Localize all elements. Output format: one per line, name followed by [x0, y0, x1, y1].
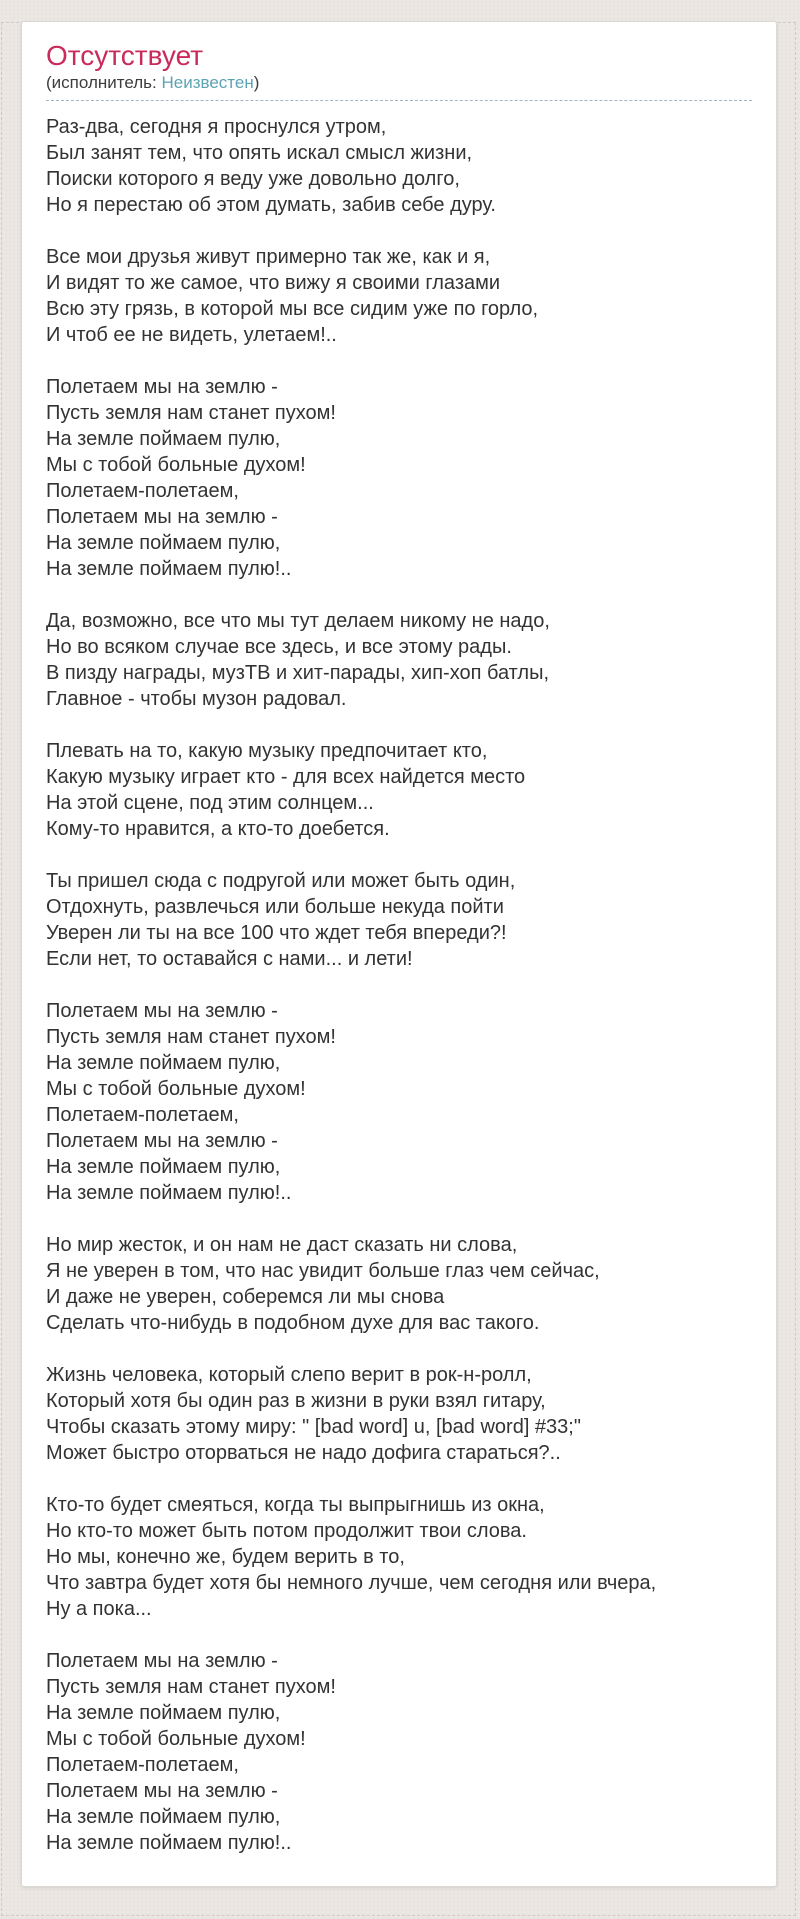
lyrics-line: На земле поймаем пулю,	[46, 532, 281, 555]
lyrics-line: Поиски которого я веду уже довольно долго,	[46, 168, 460, 191]
lyrics-line: На земле поймаем пулю,	[46, 1156, 281, 1179]
lyrics-line: Я не уверен в том, что нас увидит больше глаз чем сейчас,	[46, 1260, 600, 1283]
lyrics-line: Отдохнуть, развлечься или больше некуда пойти	[46, 896, 504, 919]
artist-link[interactable]: Неизвестен	[161, 73, 254, 93]
lyrics-line: Пусть земля нам станет пухом!	[46, 402, 336, 425]
lyrics-line: Мы с тобой больные духом!	[46, 1078, 306, 1101]
lyrics-stanza	[46, 868, 752, 972]
lyrics-line: Да, возможно, все что мы тут делаем никому не надо,	[46, 610, 550, 633]
lyrics-stanza	[46, 608, 752, 712]
lyrics-stanza	[46, 1232, 752, 1336]
lyrics-line: Может быстро оторваться не надо дофига стараться?..	[46, 1442, 561, 1465]
lyrics-line: Если нет, то оставайся с нами... и лети!	[46, 948, 413, 971]
lyrics-line: Ну а пока...	[46, 1598, 152, 1621]
lyrics-line: Но во всяком случае все здесь, и все этому рады.	[46, 636, 512, 659]
artist-line	[46, 73, 752, 101]
lyrics-line: Полетаем-полетаем,	[46, 1104, 239, 1127]
lyrics-line: Плевать на то, какую музыку предпочитает кто,	[46, 740, 488, 763]
lyrics-line: На земле поймаем пулю!..	[46, 1832, 292, 1855]
lyrics-line: Но я перестаю об этом думать, забив себе дуру.	[46, 194, 496, 217]
lyrics-line: Главное - чтобы музон радовал.	[46, 688, 347, 711]
lyrics-line: Полетаем-полетаем,	[46, 480, 239, 503]
lyrics-stanza	[46, 998, 752, 1206]
lyrics-line: И даже не уверен, соберемся ли мы снова	[46, 1286, 445, 1309]
lyrics-line: Раз-два, сегодня я проснулся утром,	[46, 116, 387, 139]
lyrics-line: Что завтра будет хотя бы немного лучше, чем сегодня или вчера,	[46, 1572, 657, 1595]
lyrics-line: Полетаем мы на землю -	[46, 1130, 278, 1153]
lyrics-line: Какую музыку играет кто - для всех найдется место	[46, 766, 526, 789]
lyrics-line: Но кто-то может быть потом продолжит твои слова.	[46, 1520, 527, 1543]
song-title: Отсутствует	[46, 40, 204, 71]
lyrics-line: Пусть земля нам станет пухом!	[46, 1026, 336, 1049]
lyrics-stanza	[46, 244, 752, 348]
lyrics-line: Полетаем мы на землю -	[46, 1000, 278, 1023]
lyrics-stanza	[46, 738, 752, 842]
lyrics-line: И видят то же самое, что вижу я своими глазами	[46, 272, 501, 295]
lyrics-line: Полетаем мы на землю -	[46, 1780, 278, 1803]
lyrics-line: Мы с тобой больные духом!	[46, 454, 306, 477]
lyrics-line: Полетаем-полетаем,	[46, 1754, 239, 1777]
lyrics-line: Ты пришел сюда с подругой или может быть один,	[46, 870, 516, 893]
lyrics-line: И чтоб ее не видеть, улетаем!..	[46, 324, 337, 347]
lyrics-line: Кому-то нравится, а кто-то доебется.	[46, 818, 390, 841]
lyrics-line: Но мы, конечно же, будем верить в то,	[46, 1546, 405, 1569]
lyrics-line: Всю эту грязь, в которой мы все сидим уже по горло,	[46, 298, 539, 321]
lyrics-line: Полетаем мы на землю -	[46, 376, 278, 399]
lyrics-line: Чтобы сказать этому миру: " [bad word] u, [bad word] #33;"	[46, 1416, 581, 1439]
lyrics-line: На земле поймаем пулю,	[46, 1702, 281, 1725]
lyrics-line: На этой сцене, под этим солнцем...	[46, 792, 374, 815]
lyrics-card	[21, 21, 777, 1887]
lyrics-stanza	[46, 1648, 752, 1856]
lyrics-line: Сделать что-нибудь в подобном духе для вас такого.	[46, 1312, 540, 1335]
lyrics-line: В пизду награды, музТВ и хит-парады, хип-хоп батлы,	[46, 662, 550, 685]
lyrics-line: Кто-то будет смеяться, когда ты выпрыгнишь из окна,	[46, 1494, 545, 1517]
lyrics-line: Который хотя бы один раз в жизни в руки взял гитару,	[46, 1390, 546, 1413]
lyrics-stanza	[46, 1492, 752, 1622]
lyrics-line: На земле поймаем пулю!..	[46, 558, 292, 581]
lyrics-line: Полетаем мы на землю -	[46, 506, 278, 529]
lyrics-line: Мы с тобой больные духом!	[46, 1728, 306, 1751]
lyrics-line: Пусть земля нам станет пухом!	[46, 1676, 336, 1699]
artist-label-open: (исполнитель:	[46, 73, 162, 93]
lyrics-stanza	[46, 1362, 752, 1466]
lyrics-line: На земле поймаем пулю,	[46, 1052, 281, 1075]
lyrics-line: Уверен ли ты на все 100 что ждет тебя впереди?!	[46, 922, 507, 945]
artist-label-close: )	[253, 73, 260, 93]
lyrics-line: Полетаем мы на землю -	[46, 1650, 278, 1673]
lyrics-text	[46, 114, 752, 1856]
lyrics-line: Но мир жесток, и он нам не даст сказать ни слова,	[46, 1234, 518, 1257]
lyrics-line: Жизнь человека, который слепо верит в рок-н-ролл,	[46, 1364, 532, 1387]
lyrics-stanza	[46, 374, 752, 582]
lyrics-line: На земле поймаем пулю,	[46, 428, 281, 451]
lyrics-line: На земле поймаем пулю!..	[46, 1182, 292, 1205]
lyrics-stanza	[46, 114, 752, 218]
lyrics-line: Был занят тем, что опять искал смысл жизни,	[46, 142, 473, 165]
lyrics-line: Все мои друзья живут примерно так же, как и я,	[46, 246, 491, 269]
lyrics-line: На земле поймаем пулю,	[46, 1806, 281, 1829]
